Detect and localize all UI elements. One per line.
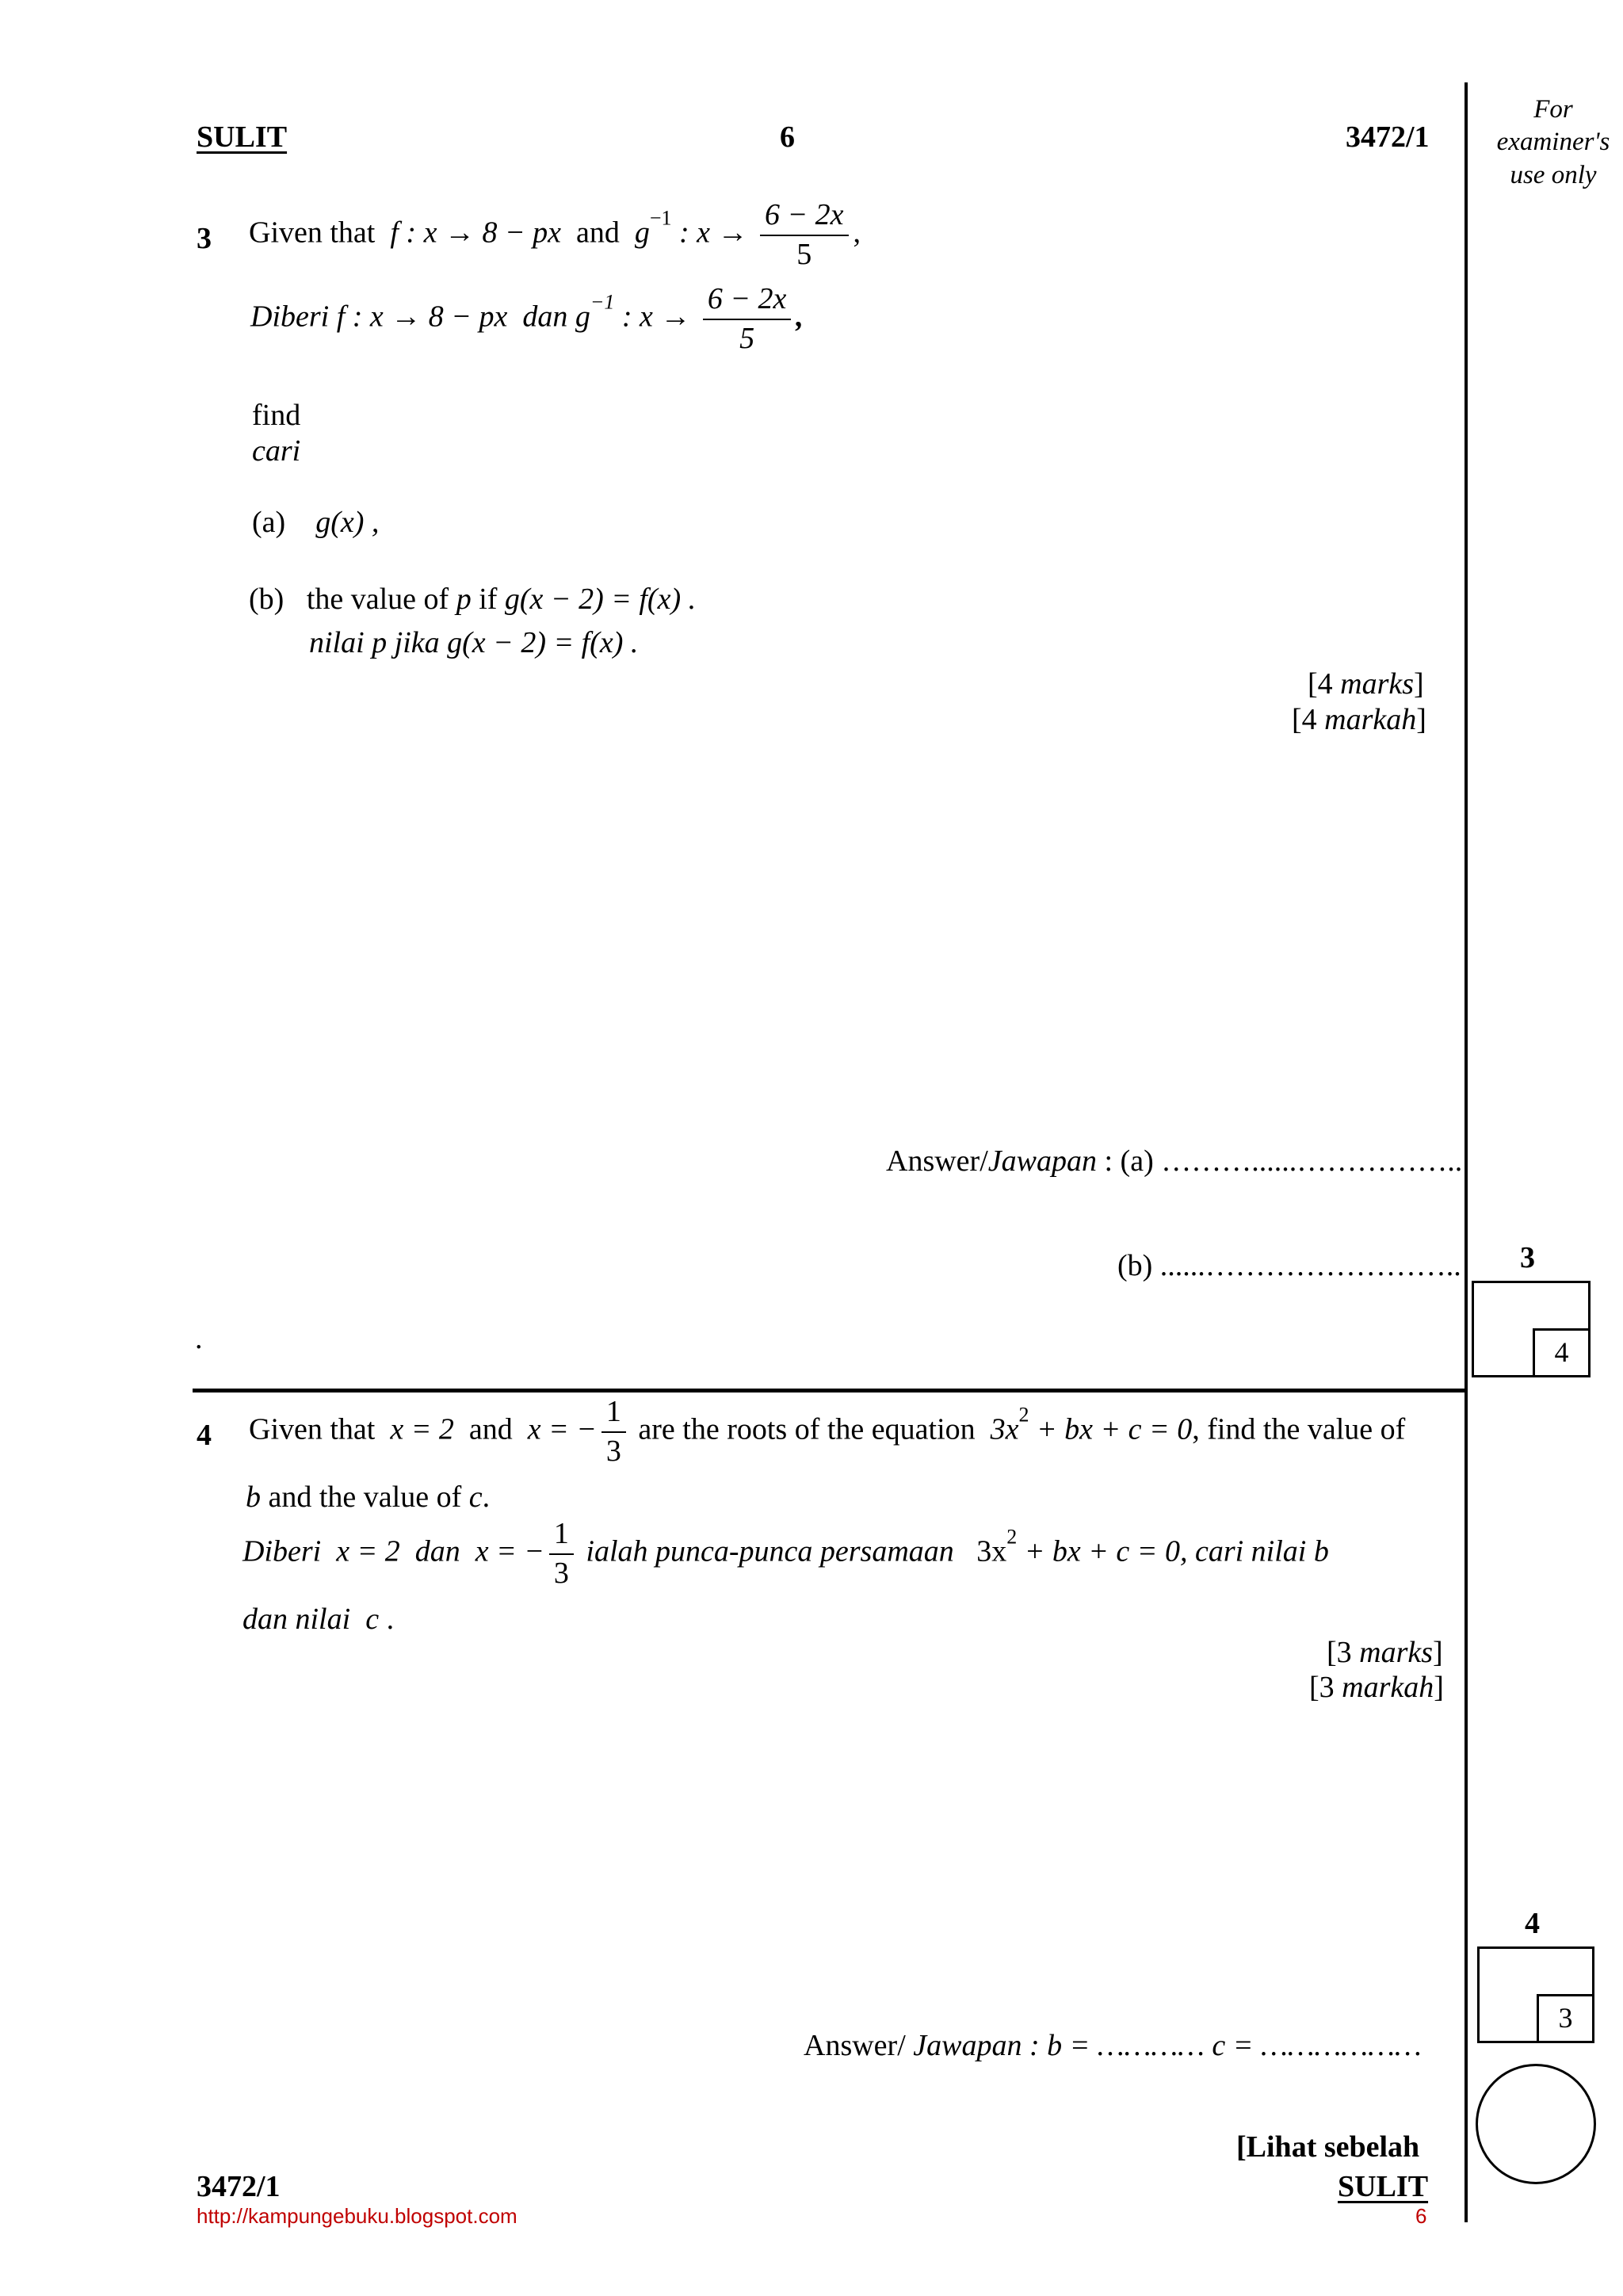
- q3-f-def: f : x → 8 − px: [390, 216, 561, 250]
- q4-ms-eq-3x: 3x: [976, 1534, 1007, 1568]
- q3-and-ms: dan: [522, 300, 568, 334]
- q4-frac-den: 3: [605, 1434, 621, 1468]
- q4-x-eq2: x = −: [527, 1412, 597, 1446]
- q4-line2-c: c: [468, 1480, 483, 1514]
- q3-answer-label: Answer/: [886, 1144, 988, 1178]
- q3-answer-b: (b) ......……………………..: [1117, 1249, 1461, 1282]
- q3-part-b-ms-text: nilai p jika: [309, 626, 440, 659]
- q4-find-text: , find the value of: [1192, 1412, 1406, 1446]
- q4-ms-line: [242, 1517, 1329, 1591]
- q4-eq-3x: 3x: [990, 1412, 1019, 1446]
- q3-answer-a-field: : (a) ………......……………..: [1104, 1144, 1463, 1178]
- examiner-note-line3: use only: [1510, 160, 1597, 189]
- q3-part-b-p: p: [456, 583, 472, 616]
- q4-line2: [246, 1480, 490, 1515]
- q3-part-b-if: if: [479, 583, 498, 616]
- q4-marks-en-close: ]: [1433, 1636, 1443, 1669]
- q3-g-ms: g: [575, 300, 590, 334]
- q4-fraction: [601, 1395, 626, 1469]
- q4-ms-c: c: [365, 1603, 380, 1636]
- footer-code: 3472/1: [197, 2170, 281, 2203]
- q3-marks-en-close: ]: [1414, 667, 1424, 701]
- q4-ms-frac-num: 1: [549, 1517, 574, 1555]
- q3-f-def-ms: f : x → 8 − px: [336, 300, 508, 334]
- q4-roots-text: are the roots of the equation: [638, 1412, 976, 1446]
- examiner-note-line1: For: [1533, 95, 1573, 124]
- q4-ms-eq-rest: + bx + c = 0: [1024, 1534, 1180, 1568]
- q3-given-text: Given that: [249, 216, 376, 250]
- examiner-margin-line: [1465, 82, 1468, 2222]
- q4-ms-fraction: [549, 1517, 574, 1591]
- q3-number: 3: [197, 222, 212, 255]
- q4-marks-ms-word: markah: [1342, 1671, 1434, 1704]
- q4-ms-x-eq2: x = −: [475, 1534, 544, 1568]
- q3-answer-label-ms: Jawapan: [987, 1144, 1097, 1178]
- q4-given-text: Given that: [249, 1412, 376, 1446]
- q3-comma-ms: ,: [796, 300, 804, 334]
- q3-part-b-label: (b): [249, 583, 285, 616]
- q3-g-rest: : x →: [679, 216, 748, 250]
- q4-marks-ms: [1309, 1671, 1444, 1706]
- q3-comma: ,: [853, 216, 861, 250]
- q4-marks-en-word: marks: [1359, 1636, 1434, 1669]
- q3-and: and: [575, 216, 620, 250]
- q4-frac-num: 1: [601, 1395, 626, 1433]
- q4-eq-sup: 2: [1018, 1403, 1029, 1427]
- q4-ms-line2: [242, 1603, 394, 1637]
- q4-ms-roots: ialah punca-punca persamaan: [586, 1534, 954, 1568]
- q3-g-sup: −1: [649, 206, 672, 230]
- q3-marks-ms: [1292, 703, 1426, 738]
- q4-given-line: [249, 1395, 1405, 1469]
- q4-marks-ms-num: [3: [1309, 1671, 1335, 1704]
- q4-marks-en-num: [3: [1327, 1636, 1352, 1669]
- total-marks-circle: [1476, 2064, 1596, 2184]
- stray-dot: .: [195, 1322, 203, 1355]
- q4-ms-end: .: [386, 1603, 395, 1636]
- q4-line2-text: and the value of: [268, 1480, 462, 1514]
- q4-line2-b: b: [246, 1480, 261, 1514]
- q3-marks-en-num: [4: [1308, 667, 1333, 701]
- q4-ms-line2-text: dan nilai: [242, 1603, 351, 1636]
- q3-fraction: [760, 198, 849, 272]
- q4-ms-x-eq: x = 2: [336, 1534, 400, 1568]
- q3-marks-en-word: marks: [1340, 667, 1415, 701]
- q3-g: g: [634, 216, 650, 250]
- q4-answer-label: Answer/: [804, 2029, 906, 2062]
- q3-part-b-ms: [309, 626, 638, 661]
- q3-g-sup-ms: −1: [590, 290, 615, 314]
- q4-ms-frac-den: 3: [553, 1556, 569, 1590]
- q3-part-b: [249, 583, 696, 617]
- q4-number: 4: [197, 1419, 212, 1452]
- q4-and: and: [468, 1412, 513, 1446]
- q4-marks-ms-close: ]: [1434, 1671, 1444, 1704]
- q3-max-marks: 4: [1533, 1328, 1591, 1377]
- examiner-note: [1482, 94, 1623, 192]
- paper-code: 3472/1: [1346, 120, 1430, 154]
- q3-frac-num-ms: 6 − 2x: [703, 282, 792, 320]
- q3-part-b-ms-math: g(x − 2) = f(x) .: [447, 626, 639, 659]
- examiner-note-line2: examiner's: [1496, 128, 1610, 157]
- q4-ms-given: Diberi: [242, 1534, 322, 1568]
- q4-max-marks: 3: [1537, 1994, 1594, 2043]
- q4-answer: [804, 2029, 1422, 2064]
- q3-given-line: [249, 198, 861, 272]
- q3-frac-den: 5: [796, 237, 812, 271]
- q4-box-number: 4: [1525, 1907, 1540, 1940]
- q3-box-number: 3: [1520, 1241, 1535, 1274]
- q3-frac-den-ms: 5: [739, 321, 755, 355]
- header-sulit: SULIT: [197, 120, 288, 154]
- q3-part-a-math: g(x) ,: [315, 506, 380, 539]
- q4-answer-field: : b = ………… c = ………………: [1029, 2029, 1422, 2062]
- q4-ms-find: , cari nilai b: [1179, 1534, 1329, 1568]
- q4-eq-rest: + bx + c = 0: [1037, 1412, 1193, 1446]
- q4-ms-dan: dan: [414, 1534, 460, 1568]
- q3-part-b-text: the value of: [306, 583, 449, 616]
- q3-marks-ms-num: [4: [1292, 703, 1317, 736]
- q3-marks-ms-close: ]: [1416, 703, 1426, 736]
- q4-line2-end: .: [482, 1480, 491, 1514]
- page-number: 6: [780, 120, 795, 154]
- q4-x-eq: x = 2: [390, 1412, 454, 1446]
- question-divider: [193, 1389, 1465, 1392]
- q3-part-a: [252, 506, 379, 541]
- footer-page-number: 6: [1415, 2204, 1427, 2228]
- q4-ms-eq-sup: 2: [1006, 1525, 1018, 1549]
- footer-url[interactable]: http://kampungebuku.blogspot.com: [197, 2204, 517, 2228]
- q4-answer-label-ms: Jawapan: [913, 2029, 1022, 2062]
- q3-g-rest-ms: : x →: [621, 300, 691, 334]
- q3-given-ms: Diberi: [250, 300, 330, 334]
- q4-marks-en: [1327, 1636, 1443, 1671]
- q3-marks-ms-word: markah: [1324, 703, 1417, 736]
- q3-part-b-math: g(x − 2) = f(x) .: [504, 583, 697, 616]
- q3-find: find: [252, 399, 301, 432]
- q3-part-a-label: (a): [252, 506, 286, 539]
- q3-find-ms: cari: [252, 434, 301, 468]
- q3-marks-en: [1308, 667, 1424, 702]
- q3-answer-a: [886, 1144, 1462, 1179]
- q3-frac-num: 6 − 2x: [760, 198, 849, 236]
- q3-given-ms-line: [250, 282, 804, 356]
- footer-sulit: SULIT: [1338, 2170, 1429, 2203]
- q3-fraction-ms: [703, 282, 792, 356]
- footer-lihat: [Lihat sebelah: [1236, 2130, 1420, 2164]
